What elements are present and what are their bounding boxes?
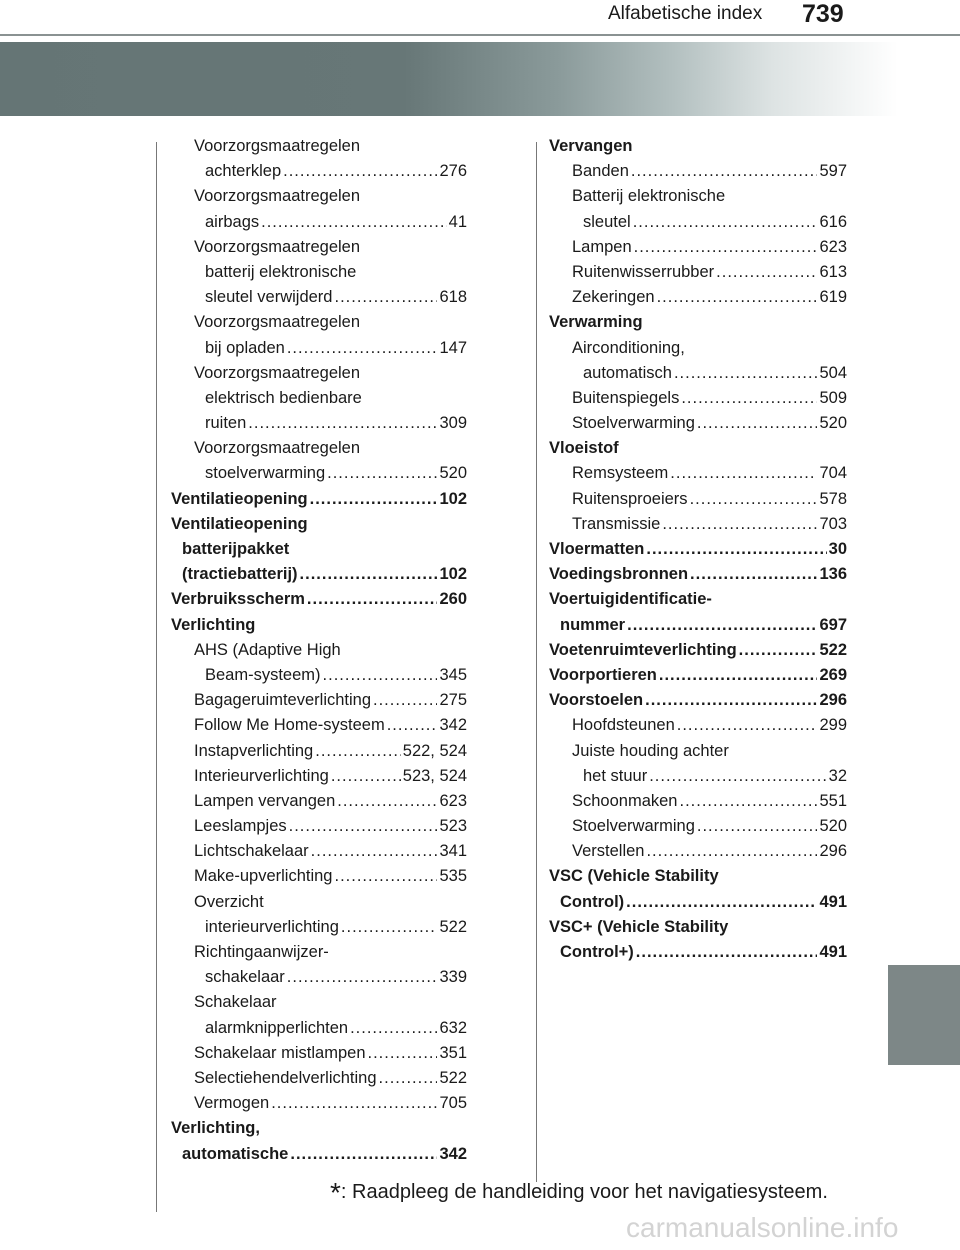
index-entry <box>549 638 847 663</box>
dot-leader <box>670 461 817 486</box>
dot-leader <box>674 361 818 386</box>
index-entry-page: 697 <box>819 615 847 634</box>
index-entry-text: VSC (Vehicle Stability <box>549 867 719 886</box>
index-entry <box>171 235 467 260</box>
index-entry <box>171 512 467 537</box>
index-entry <box>549 739 847 764</box>
index-entry-text: AHS (Adaptive High <box>194 640 341 659</box>
index-entry-page: 491 <box>819 892 847 911</box>
index-entry <box>171 411 467 436</box>
index-entry <box>549 159 847 184</box>
index-entry-text: Remsysteem <box>572 464 669 483</box>
dot-leader <box>334 864 437 889</box>
index-entry-text: Instapverlichting <box>194 741 314 760</box>
index-entry <box>549 336 847 361</box>
index-entry-text: Ventilatieopening <box>171 514 308 533</box>
index-entry-page: 578 <box>819 489 847 508</box>
index-entry <box>549 789 847 814</box>
index-entry-text: Vloeistof <box>549 439 619 458</box>
index-entry-text: Ruitenwisserrubber <box>572 262 715 281</box>
index-entry-text: stoelverwarming <box>205 464 326 483</box>
index-entry-text: batterij elektronische <box>205 262 357 281</box>
index-entry <box>549 411 847 436</box>
index-entry <box>171 990 467 1015</box>
dot-leader <box>636 940 818 965</box>
index-entry-page: 523, 524 <box>402 766 467 785</box>
index-entry <box>549 512 847 537</box>
index-entry-text: Ruitensproeiers <box>572 489 688 508</box>
column-divider-left <box>156 142 157 1212</box>
index-entry-page: 623 <box>819 237 847 256</box>
dot-leader <box>633 210 818 235</box>
index-entry-text: Control) <box>560 892 625 911</box>
index-entry <box>549 613 847 638</box>
index-entry <box>171 839 467 864</box>
dot-leader <box>350 1016 437 1041</box>
index-entry-text: Control+) <box>560 943 634 961</box>
index-entry <box>549 386 847 411</box>
index-entry-text: Buitenspiegels <box>572 388 680 407</box>
index-entry <box>171 487 467 512</box>
index-entry-text: Airconditioning, <box>572 338 685 357</box>
index-entry-text: VSC+ (Vehicle Stability <box>549 917 729 936</box>
index-entry <box>171 436 467 461</box>
dot-leader <box>310 487 438 512</box>
index-entry-text: interieurverlichting <box>205 917 339 936</box>
index-entry-page: 551 <box>819 791 847 810</box>
dot-leader <box>287 965 438 990</box>
index-entry-text: Verlichting, <box>171 1119 260 1138</box>
index-entry-page: 520 <box>439 464 467 483</box>
dot-leader <box>287 336 438 361</box>
index-entry <box>549 436 847 461</box>
index-entry-text: Follow Me Home-systeem <box>194 716 385 735</box>
index-entry <box>171 134 467 159</box>
index-entry-text: alarmknipperlichten <box>205 1018 349 1037</box>
dot-leader <box>315 739 401 764</box>
dot-leader <box>283 159 437 184</box>
dot-leader <box>645 688 817 713</box>
dot-leader <box>649 764 826 789</box>
index-entry-text: Voorzorgsmaatregelen <box>194 363 361 382</box>
index-entry-text: Verwarming <box>549 313 643 332</box>
index-entry <box>171 915 467 940</box>
index-entry <box>171 587 467 612</box>
index-entry <box>171 1091 467 1116</box>
index-entry <box>549 839 847 864</box>
index-entry <box>549 461 847 486</box>
index-entry-page: 260 <box>439 590 467 609</box>
index-entry-page: 619 <box>819 288 847 307</box>
index-entry-page: 523 <box>439 817 467 836</box>
index-entry <box>171 159 467 184</box>
index-entry-page: 703 <box>819 514 847 533</box>
dot-leader <box>300 562 438 587</box>
index-entry-text: Make-upverlichting <box>194 867 333 886</box>
index-entry-text: Selectiehendelverlichting <box>194 1068 377 1087</box>
dot-leader <box>271 1091 437 1116</box>
index-entry <box>549 562 847 587</box>
index-entry-text: Schakelaar <box>194 993 277 1012</box>
index-entry-text: Bagageruimteverlichting <box>194 691 372 710</box>
index-entry <box>549 814 847 839</box>
index-entry <box>549 260 847 285</box>
index-entry-text: Verbruiksscherm <box>171 590 305 609</box>
index-entry <box>549 915 847 940</box>
index-entry-page: 351 <box>439 1043 467 1062</box>
dot-leader <box>307 587 438 612</box>
index-entry <box>549 184 847 209</box>
dot-leader <box>341 915 438 940</box>
index-entry <box>171 789 467 814</box>
dot-leader <box>681 386 817 411</box>
index-entry <box>171 386 467 411</box>
dot-leader <box>716 260 817 285</box>
index-entry-text: sleutel <box>583 212 631 231</box>
index-entry-page: 535 <box>439 867 467 886</box>
section-thumb-tab <box>888 965 960 1065</box>
index-entry-page: 509 <box>819 388 847 407</box>
index-entry-page: 491 <box>819 943 847 961</box>
index-entry-text: Verstellen <box>572 842 645 861</box>
page-header-title: Alfabetische index <box>608 3 763 24</box>
index-entry-text: batterijpakket <box>182 540 290 558</box>
footnote-text: : Raadpleeg de handleiding voor het navigatiesysteem. <box>340 1181 828 1203</box>
index-entry-page: 102 <box>439 565 467 584</box>
index-entry-text: Stoelverwarming <box>572 817 695 836</box>
dot-leader <box>368 1041 438 1066</box>
index-entry-text: ruiten <box>205 414 247 433</box>
index-column-left <box>171 134 467 1167</box>
index-entry <box>171 537 467 562</box>
dot-leader <box>646 839 817 864</box>
index-entry-text: Ventilatieopening <box>171 489 308 508</box>
dot-leader <box>290 1142 437 1167</box>
index-entry <box>171 638 467 663</box>
index-entry <box>171 361 467 386</box>
index-entry-text: (tractiebatterij) <box>182 565 298 584</box>
index-entry <box>171 739 467 764</box>
index-entry <box>171 688 467 713</box>
index-entry-page: 269 <box>819 665 847 684</box>
index-entry <box>171 562 467 587</box>
index-entry-text: Overzicht <box>194 892 264 911</box>
index-entry-text: Juiste houding achter <box>572 741 729 760</box>
index-entry-text: schakelaar <box>205 968 285 987</box>
index-entry-text: Interieurverlichting <box>194 766 329 785</box>
index-entry-page: 520 <box>819 414 847 433</box>
dot-leader <box>627 613 817 638</box>
index-entry <box>549 487 847 512</box>
dot-leader <box>311 839 438 864</box>
dot-leader <box>373 688 437 713</box>
index-entry-text: Voorportieren <box>549 665 657 684</box>
index-entry-page: 618 <box>439 288 467 307</box>
index-entry-text: Batterij elektronische <box>572 187 726 206</box>
index-entry-page: 147 <box>439 338 467 357</box>
index-entry-text: Voorzorgsmaatregelen <box>194 187 361 206</box>
index-entry-page: 705 <box>439 1094 467 1113</box>
index-entry <box>549 361 847 386</box>
dot-leader <box>261 210 447 235</box>
index-entry <box>171 864 467 889</box>
index-entry <box>171 713 467 738</box>
index-entry-page: 522 <box>819 640 847 659</box>
index-entry-page: 504 <box>819 363 847 382</box>
index-entry <box>171 260 467 285</box>
index-entry <box>171 1066 467 1091</box>
index-entry <box>549 764 847 789</box>
index-entry-page: 276 <box>439 162 467 181</box>
index-entry-page: 309 <box>439 414 467 433</box>
header-banner <box>0 42 898 116</box>
index-entry <box>549 864 847 889</box>
index-entry <box>549 285 847 310</box>
index-entry-text: Richtingaanwijzer- <box>194 943 329 961</box>
index-entry-page: 30 <box>828 540 847 558</box>
index-entry-page: 136 <box>819 565 847 584</box>
index-entry-page: 522 <box>439 917 467 936</box>
index-entry-text: Lampen <box>572 237 632 256</box>
footnote-marker: * <box>330 1177 341 1208</box>
index-entry-page: 339 <box>439 968 467 987</box>
dot-leader <box>387 713 438 738</box>
index-entry-text: Hoofdsteunen <box>572 716 675 735</box>
index-entry-text: Schoonmaken <box>572 791 678 810</box>
index-entry-text: Lampen vervangen <box>194 791 336 810</box>
index-entry-text: airbags <box>205 212 260 231</box>
index-entry <box>549 537 847 562</box>
index-entry-page: 41 <box>448 212 467 231</box>
index-entry-page: 520 <box>819 817 847 836</box>
index-entry-text: Transmissie <box>572 514 661 533</box>
dot-leader <box>337 789 437 814</box>
dot-leader <box>289 814 438 839</box>
dot-leader <box>646 537 826 562</box>
dot-leader <box>331 764 401 789</box>
index-entry-text: Vermogen <box>194 1094 270 1113</box>
index-entry-page: 296 <box>819 842 847 861</box>
index-entry-page: 345 <box>439 665 467 684</box>
index-entry <box>171 336 467 361</box>
index-entry-page: 632 <box>439 1018 467 1037</box>
index-entry-page: 522, 524 <box>402 741 467 760</box>
index-entry-text: Leeslampjes <box>194 817 287 836</box>
dot-leader <box>634 235 818 260</box>
index-entry <box>171 940 467 965</box>
dot-leader <box>248 411 437 436</box>
index-entry-page: 616 <box>819 212 847 231</box>
index-entry-text: Beam-systeem) <box>205 665 321 684</box>
index-entry <box>549 310 847 335</box>
index-entry-page: 597 <box>819 162 847 181</box>
index-entry <box>549 235 847 260</box>
dot-leader <box>327 461 437 486</box>
index-entry-page: 102 <box>439 489 467 508</box>
header-rule <box>0 34 960 36</box>
index-entry-text: Voorzorgsmaatregelen <box>194 313 361 332</box>
index-entry-text: Verlichting <box>171 615 256 634</box>
dot-leader <box>680 789 818 814</box>
index-entry <box>171 613 467 638</box>
dot-leader <box>697 411 818 436</box>
index-entry-page: 613 <box>819 262 847 281</box>
index-entry <box>549 713 847 738</box>
page-number: 739 <box>802 0 844 28</box>
dot-leader <box>631 159 818 184</box>
index-entry <box>171 461 467 486</box>
index-entry-page: 342 <box>439 716 467 735</box>
index-entry-text: Zekeringen <box>572 288 655 307</box>
dot-leader <box>626 890 817 915</box>
index-entry <box>549 890 847 915</box>
index-entry <box>171 184 467 209</box>
dot-leader <box>379 1066 438 1091</box>
index-entry-page: 275 <box>439 691 467 710</box>
index-entry-text: Schakelaar mistlampen <box>194 1043 366 1062</box>
index-entry-text: Stoelverwarming <box>572 414 695 433</box>
index-entry <box>549 663 847 688</box>
index-entry <box>171 1116 467 1141</box>
column-divider-middle <box>536 142 537 1182</box>
index-entry <box>171 890 467 915</box>
index-entry-text: Banden <box>572 162 629 181</box>
dot-leader <box>739 638 818 663</box>
dot-leader <box>323 663 438 688</box>
index-entry-text: bij opladen <box>205 338 285 357</box>
index-entry-text: Voertuigidentificatie- <box>549 590 712 609</box>
index-entry <box>549 940 847 965</box>
index-entry-text: sleutel verwijderd <box>205 288 333 307</box>
index-entry-text: automatische <box>182 1144 289 1163</box>
index-entry-text: het stuur <box>583 766 648 785</box>
index-entry-text: Vervangen <box>549 137 633 155</box>
dot-leader <box>657 285 818 310</box>
index-entry <box>171 285 467 310</box>
index-column-right <box>549 134 847 965</box>
dot-leader <box>697 814 818 839</box>
index-entry <box>549 210 847 235</box>
index-entry <box>171 764 467 789</box>
dot-leader <box>662 512 817 537</box>
index-entry-text: Voorzorgsmaatregelen <box>194 237 361 256</box>
index-entry <box>171 1142 467 1167</box>
index-entry <box>171 310 467 335</box>
index-entry-page: 342 <box>439 1144 467 1163</box>
index-entry <box>549 688 847 713</box>
index-entry-text: Voorstoelen <box>549 691 644 710</box>
index-entry <box>171 1016 467 1041</box>
dot-leader <box>659 663 818 688</box>
index-entry <box>549 134 847 159</box>
index-entry-page: 623 <box>439 791 467 810</box>
index-entry-text: elektrisch bedienbare <box>205 388 362 407</box>
index-entry <box>171 1041 467 1066</box>
dot-leader <box>690 487 818 512</box>
footnote <box>330 1177 828 1209</box>
index-entry <box>171 663 467 688</box>
index-entry-page: 32 <box>828 766 847 785</box>
watermark: carmanualsonline.info <box>626 1212 899 1243</box>
index-entry <box>171 814 467 839</box>
index-entry-text: achterklep <box>205 162 282 181</box>
dot-leader <box>677 713 818 738</box>
index-entry-text: Vloermatten <box>549 540 645 558</box>
index-entry-text: Voetenruimteverlichting <box>549 640 737 659</box>
index-entry-text: automatisch <box>583 363 672 382</box>
index-entry-text: nummer <box>560 615 626 634</box>
index-entry <box>549 587 847 612</box>
index-entry-text: Voorzorgsmaatregelen <box>194 439 361 458</box>
index-entry-text: Voorzorgsmaatregelen <box>194 137 361 155</box>
dot-leader <box>690 562 817 587</box>
index-entry-page: 704 <box>819 464 847 483</box>
index-entry-text: Voedingsbronnen <box>549 565 689 584</box>
index-entry-page: 296 <box>819 691 847 710</box>
index-entry-page: 522 <box>439 1068 467 1087</box>
index-entry <box>171 965 467 990</box>
index-entry <box>171 210 467 235</box>
index-entry-text: Lichtschakelaar <box>194 842 309 861</box>
index-entry-page: 341 <box>439 842 467 861</box>
index-entry-page: 299 <box>819 716 847 735</box>
dot-leader <box>334 285 437 310</box>
